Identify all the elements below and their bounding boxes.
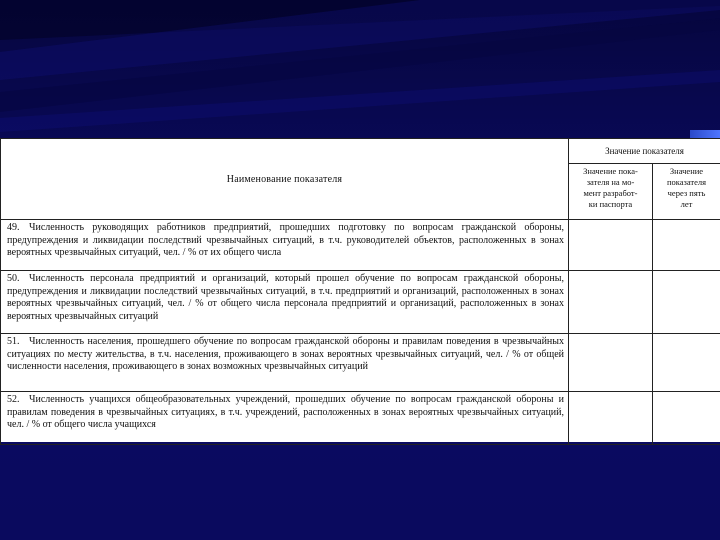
row-description: [1, 271, 569, 334]
row-number: 51.: [7, 336, 20, 347]
background-streaks: [0, 0, 720, 140]
header-value-group: Значение показателя: [569, 139, 720, 164]
row-description: [1, 334, 569, 392]
row-text: Численность населения, прошедшего обучение по вопросам гражданской обороны и правилам поведения в чрезвычайных ситуациях по месту жительства, в т.ч. населения, проживающего в зонах вероятных чрезвычайных ситуаций, чел. / % от общей численности населения, проживающего в зонах возможных чрезвычайных ситуаций: [7, 336, 564, 373]
table-row: [1, 220, 720, 271]
value-current-cell: [569, 220, 653, 271]
header-current-line: мент разработ-: [583, 188, 638, 198]
value-future-cell: [653, 220, 720, 271]
row-description: [1, 220, 569, 271]
value-current-cell: [569, 271, 653, 334]
header-name: Наименование показателя: [1, 139, 569, 220]
value-future-cell: [653, 271, 720, 334]
header-current-line: Значение пока-: [583, 166, 638, 176]
header-future-value: [653, 164, 720, 220]
header-future-line: через пять: [667, 188, 706, 198]
value-current-cell: [569, 334, 653, 392]
header-current-line: ки паспорта: [588, 199, 633, 209]
row-number: 50.: [7, 273, 20, 284]
row-text: Численность персонала предприятий и организаций, который прошел обучение по вопросам гражданской обороны, предупреждения и ликвидации последствий чрезвычайных ситуаций, в т.ч. предприятий и организаций, расположенных в зонах вероятных чрезвычайных ситуаций, чел. / % от общего числа персонала предприятий и организаций, расположенных в зонах вероятных чрезвычайных ситуаций: [7, 273, 564, 322]
document-sheet: [0, 138, 720, 442]
indicators-table: [0, 138, 720, 445]
row-description: [1, 392, 569, 445]
header-future-line: лет: [680, 199, 693, 209]
row-number: 49.: [7, 222, 20, 233]
header-future-line: Значение: [669, 166, 704, 176]
value-current-cell: [569, 392, 653, 445]
header-current-line: зателя на мо-: [586, 177, 635, 187]
row-text: Численность руководящих работников предприятий, прошедших подготовку по вопросам гражданской обороны, предупреждения и ликвидации последствий чрезвычайных ситуаций, в т.ч. руководителей объектов, расположенных в зонах вероятных чрезвычайных ситуаций, чел. / % от их общего числа: [7, 222, 564, 259]
value-future-cell: [653, 334, 720, 392]
table-row: [1, 392, 720, 445]
row-text: Численность учащихся общеобразовательных учреждений, прошедших обучение по вопросам гражданской обороны и правилам поведения в чрезвычайных ситуациях, в т.ч. учреждений, расположенных в зонах вероятных чрезвычайных ситуаций, чел. / % от общего числа учащихся: [7, 394, 564, 431]
table-row: [1, 334, 720, 392]
table-row: [1, 271, 720, 334]
header-future-line: показателя: [666, 177, 707, 187]
header-current-value: [569, 164, 653, 220]
row-number: 52.: [7, 394, 20, 405]
value-future-cell: [653, 392, 720, 445]
